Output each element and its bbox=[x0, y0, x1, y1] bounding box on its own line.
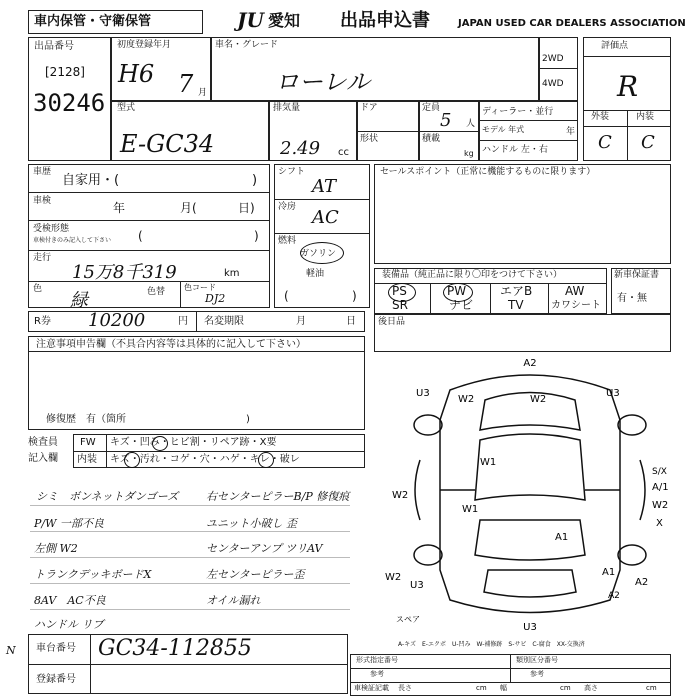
diag-mark-4: U3 bbox=[416, 388, 430, 399]
owner-label: 後日品 bbox=[378, 317, 406, 327]
color-value: 緑 bbox=[70, 290, 88, 311]
load-label: 積載 bbox=[422, 134, 441, 144]
grade-value: R bbox=[617, 70, 639, 103]
spec-wid: 幅 bbox=[500, 684, 507, 692]
shape-label: 形状 bbox=[360, 134, 379, 144]
remark-3: 左側 W2 bbox=[34, 542, 78, 555]
first-reg-label: 初度登録年月 bbox=[117, 40, 172, 50]
recycle-label: R券 bbox=[34, 316, 51, 327]
displacement-value: 2.49 bbox=[280, 138, 321, 159]
inspection-year: 年 bbox=[113, 201, 126, 215]
lot-label: 出品番号 bbox=[34, 41, 74, 52]
ac-label: 冷房 bbox=[278, 202, 297, 212]
warranty-opt: 有・無 bbox=[617, 293, 647, 304]
doors-label: ドア bbox=[360, 103, 378, 113]
spec-hgt: 高さ bbox=[584, 684, 598, 692]
reception-label: 受検形態 bbox=[33, 224, 70, 234]
diag-mark-12: U3 bbox=[523, 622, 537, 633]
repair-close: ) bbox=[246, 414, 250, 425]
diag-mark-16: A/1 bbox=[652, 482, 669, 493]
lot-sub: [2128] bbox=[45, 65, 85, 79]
diag-mark-14: W2 bbox=[652, 500, 669, 511]
equipment-airbag: エアB bbox=[500, 284, 533, 298]
side-note: N bbox=[6, 644, 16, 657]
model-value: E-GC34 bbox=[120, 130, 215, 158]
spec-cm3: cm bbox=[646, 684, 657, 692]
dealer-row3: ハンドル 左・右 bbox=[482, 145, 548, 155]
load-unit: kg bbox=[464, 149, 474, 158]
displacement-unit: cc bbox=[338, 147, 349, 158]
storage-label: 車内保管・守衛保管 bbox=[34, 14, 152, 29]
diag-mark-15: U3 bbox=[410, 580, 424, 591]
spec-r3: 車検証記載 bbox=[354, 684, 389, 692]
fuel-circle bbox=[300, 242, 344, 264]
remark-right-4: 左センターピラー歪 bbox=[206, 568, 305, 581]
inspector-naisou: 内装 bbox=[77, 454, 97, 465]
spec-cm2: cm bbox=[560, 684, 571, 692]
history-value: 自家用・( bbox=[62, 173, 120, 188]
color-code-label: 色コード bbox=[184, 283, 216, 292]
diag-mark-7: W1 bbox=[480, 457, 497, 468]
diag-mark-13: W2 bbox=[385, 572, 402, 583]
fuel-close: ) bbox=[352, 289, 357, 303]
history-label: 車歴 bbox=[33, 167, 52, 177]
remark-right-2: ユニット小破し 歪 bbox=[206, 517, 298, 530]
equipment-tv: TV bbox=[508, 298, 524, 312]
equipment-sr: SR bbox=[392, 298, 408, 312]
chassis-value: GC34-112855 bbox=[98, 636, 252, 661]
color-code-value: DJ2 bbox=[205, 292, 226, 305]
notes-label: 注意事項申告欄（不具合内容等は具体的に記入して下さい） bbox=[36, 339, 306, 350]
reception-close: ) bbox=[254, 229, 259, 243]
diag-mark-11: A2 bbox=[635, 577, 649, 588]
inspector-row2: キズ・汚れ・コゲ・穴・ハゲ・キレ・破レ bbox=[110, 454, 300, 465]
fuel-diesel: 軽油 bbox=[306, 269, 325, 279]
history-close: ) bbox=[252, 173, 258, 188]
mark-circle-1 bbox=[152, 436, 168, 451]
capacity-unit: 人 bbox=[466, 119, 476, 129]
equipment-kawa: カワシート bbox=[551, 300, 601, 311]
diag-mark-17: X bbox=[656, 518, 663, 529]
capacity-value: 5 bbox=[440, 110, 452, 131]
diag-mark-6: W2 bbox=[392, 490, 409, 501]
lot-number: 30246 bbox=[33, 89, 106, 117]
diag-mark-3: W2 bbox=[530, 394, 547, 405]
remark-right-3: センターアンプ ツリAV bbox=[206, 542, 323, 555]
ac-value: AC bbox=[312, 207, 339, 228]
inspection-month: 月( bbox=[180, 201, 197, 215]
dealer-row1: ディーラー・並行 bbox=[482, 107, 554, 117]
recycle-unit: 円 bbox=[178, 316, 188, 327]
mileage-label: 走行 bbox=[33, 253, 52, 263]
car-name-value: ローレル bbox=[275, 68, 370, 96]
remark-1: シミ ボンネットダンゴーズ bbox=[36, 490, 179, 503]
color-tone-label: 色替 bbox=[147, 287, 166, 297]
spec-r1: 形式指定番号 bbox=[356, 656, 398, 664]
chassis-label: 車台番号 bbox=[36, 643, 76, 654]
spec-r2a: 参考 bbox=[370, 670, 384, 678]
first-reg-month: 7 bbox=[178, 70, 194, 98]
fuel-label: 燃料 bbox=[278, 236, 297, 246]
exterior-label: 外装 bbox=[591, 112, 610, 122]
first-reg-year: H6 bbox=[118, 60, 155, 88]
dealer-row2-unit: 年 bbox=[566, 127, 576, 137]
spec-len: 長さ bbox=[398, 684, 412, 692]
reception-paren: ( bbox=[138, 229, 143, 243]
diag-mark-1: A2 bbox=[523, 358, 537, 369]
name-change-label: 名変期限 bbox=[204, 316, 244, 327]
model-label: 型式 bbox=[117, 103, 136, 113]
interior-value: C bbox=[641, 132, 655, 153]
shift-value: AT bbox=[312, 176, 337, 197]
remark-5: 8AV AC不良 bbox=[34, 594, 106, 607]
drive-4wd: 4WD bbox=[542, 79, 564, 89]
diag-mark-18: A2 bbox=[608, 591, 620, 601]
displacement-label: 排気量 bbox=[273, 103, 301, 113]
fuel-paren: ( bbox=[284, 289, 289, 303]
form-title: 出品申込書 bbox=[340, 10, 430, 31]
equipment-aw: AW bbox=[565, 284, 585, 298]
registration-label: 登録番号 bbox=[36, 674, 76, 685]
spec-cm1: cm bbox=[476, 684, 487, 692]
first-reg-month-unit: 月 bbox=[198, 88, 208, 98]
shift-label: シフト bbox=[278, 167, 306, 177]
car-name-label: 車名・グレード bbox=[215, 40, 279, 50]
exterior-value: C bbox=[598, 132, 612, 153]
interior-label: 内装 bbox=[636, 112, 655, 122]
association-name: JAPAN USED CAR DEALERS ASSOCIATION bbox=[458, 18, 686, 29]
repair-label: 修復歴 有（箇所 bbox=[46, 414, 126, 425]
equipment-label: 装備品（純正品に限り〇印をつけて下さい） bbox=[382, 270, 563, 280]
remark-4: トランクデッキボードX bbox=[34, 568, 152, 581]
inspection-label: 車検 bbox=[33, 196, 52, 206]
remark-6: ハンドル リブ bbox=[34, 618, 104, 631]
mark-circle-3 bbox=[258, 452, 274, 468]
inspector-label1: 検査員 bbox=[28, 437, 58, 448]
diag-mark-19: S/X bbox=[652, 467, 667, 477]
logo-text: 愛知 bbox=[268, 11, 301, 30]
inspection-day: 日) bbox=[238, 201, 255, 215]
diag-mark-8: W1 bbox=[462, 504, 479, 515]
equipment-pw: PW bbox=[447, 284, 467, 298]
remark-2: P/W 一部不良 bbox=[34, 517, 104, 530]
spec-r2b: 参考 bbox=[530, 670, 544, 678]
grade-label: 評価点 bbox=[601, 41, 629, 51]
mark-circle-2 bbox=[124, 452, 140, 468]
dealer-row2: モデル 年式 bbox=[482, 125, 525, 134]
remark-right-1: 右センターピラーB/P 修復痕 bbox=[206, 490, 350, 503]
inspector-label2: 記入欄 bbox=[28, 453, 58, 464]
diag-mark-9: A1 bbox=[555, 532, 569, 543]
inspector-fw: FW bbox=[80, 437, 96, 448]
diag-mark-10: A1 bbox=[602, 567, 616, 578]
equipment-navi: ナビ bbox=[449, 298, 474, 312]
equipment-ps: PS bbox=[392, 284, 407, 298]
diagram-legend: A-キズ E-エクボ U-凹み W-補修跡 S-サビ C-腐食 XX-交換済 bbox=[398, 641, 585, 648]
warranty-label: 新車保証書 bbox=[614, 270, 660, 280]
spec-r1b: 類別区分番号 bbox=[516, 656, 558, 664]
capacity-label: 定員 bbox=[422, 103, 441, 113]
name-change-month: 月 bbox=[296, 316, 306, 327]
ju-logo: JU bbox=[237, 8, 264, 32]
diag-spare: スペア bbox=[396, 615, 420, 624]
diag-mark-5: U3 bbox=[606, 388, 620, 399]
fuel-gasoline: ガソリン bbox=[300, 249, 337, 259]
name-change-day: 日 bbox=[346, 316, 356, 327]
color-label: 色 bbox=[33, 284, 43, 294]
car-damage-diagram bbox=[380, 340, 680, 640]
sales-point-box bbox=[374, 164, 671, 264]
inspector-row1: キズ・凹み・ヒビ割・リペア跡・X要 bbox=[110, 437, 277, 448]
mileage-unit: km bbox=[224, 268, 240, 279]
drive-2wd: 2WD bbox=[542, 54, 564, 64]
diag-mark-2: W2 bbox=[458, 394, 475, 405]
recycle-value: 10200 bbox=[88, 310, 146, 331]
reception-sub: 車検付きのみ記入して下さい bbox=[33, 237, 112, 244]
sales-point-label: セールスポイント（正常に機能するものに限ります） bbox=[380, 167, 596, 177]
mileage-value: 15万8千319 bbox=[72, 262, 177, 283]
remark-right-5: オイル漏れ bbox=[206, 594, 261, 607]
